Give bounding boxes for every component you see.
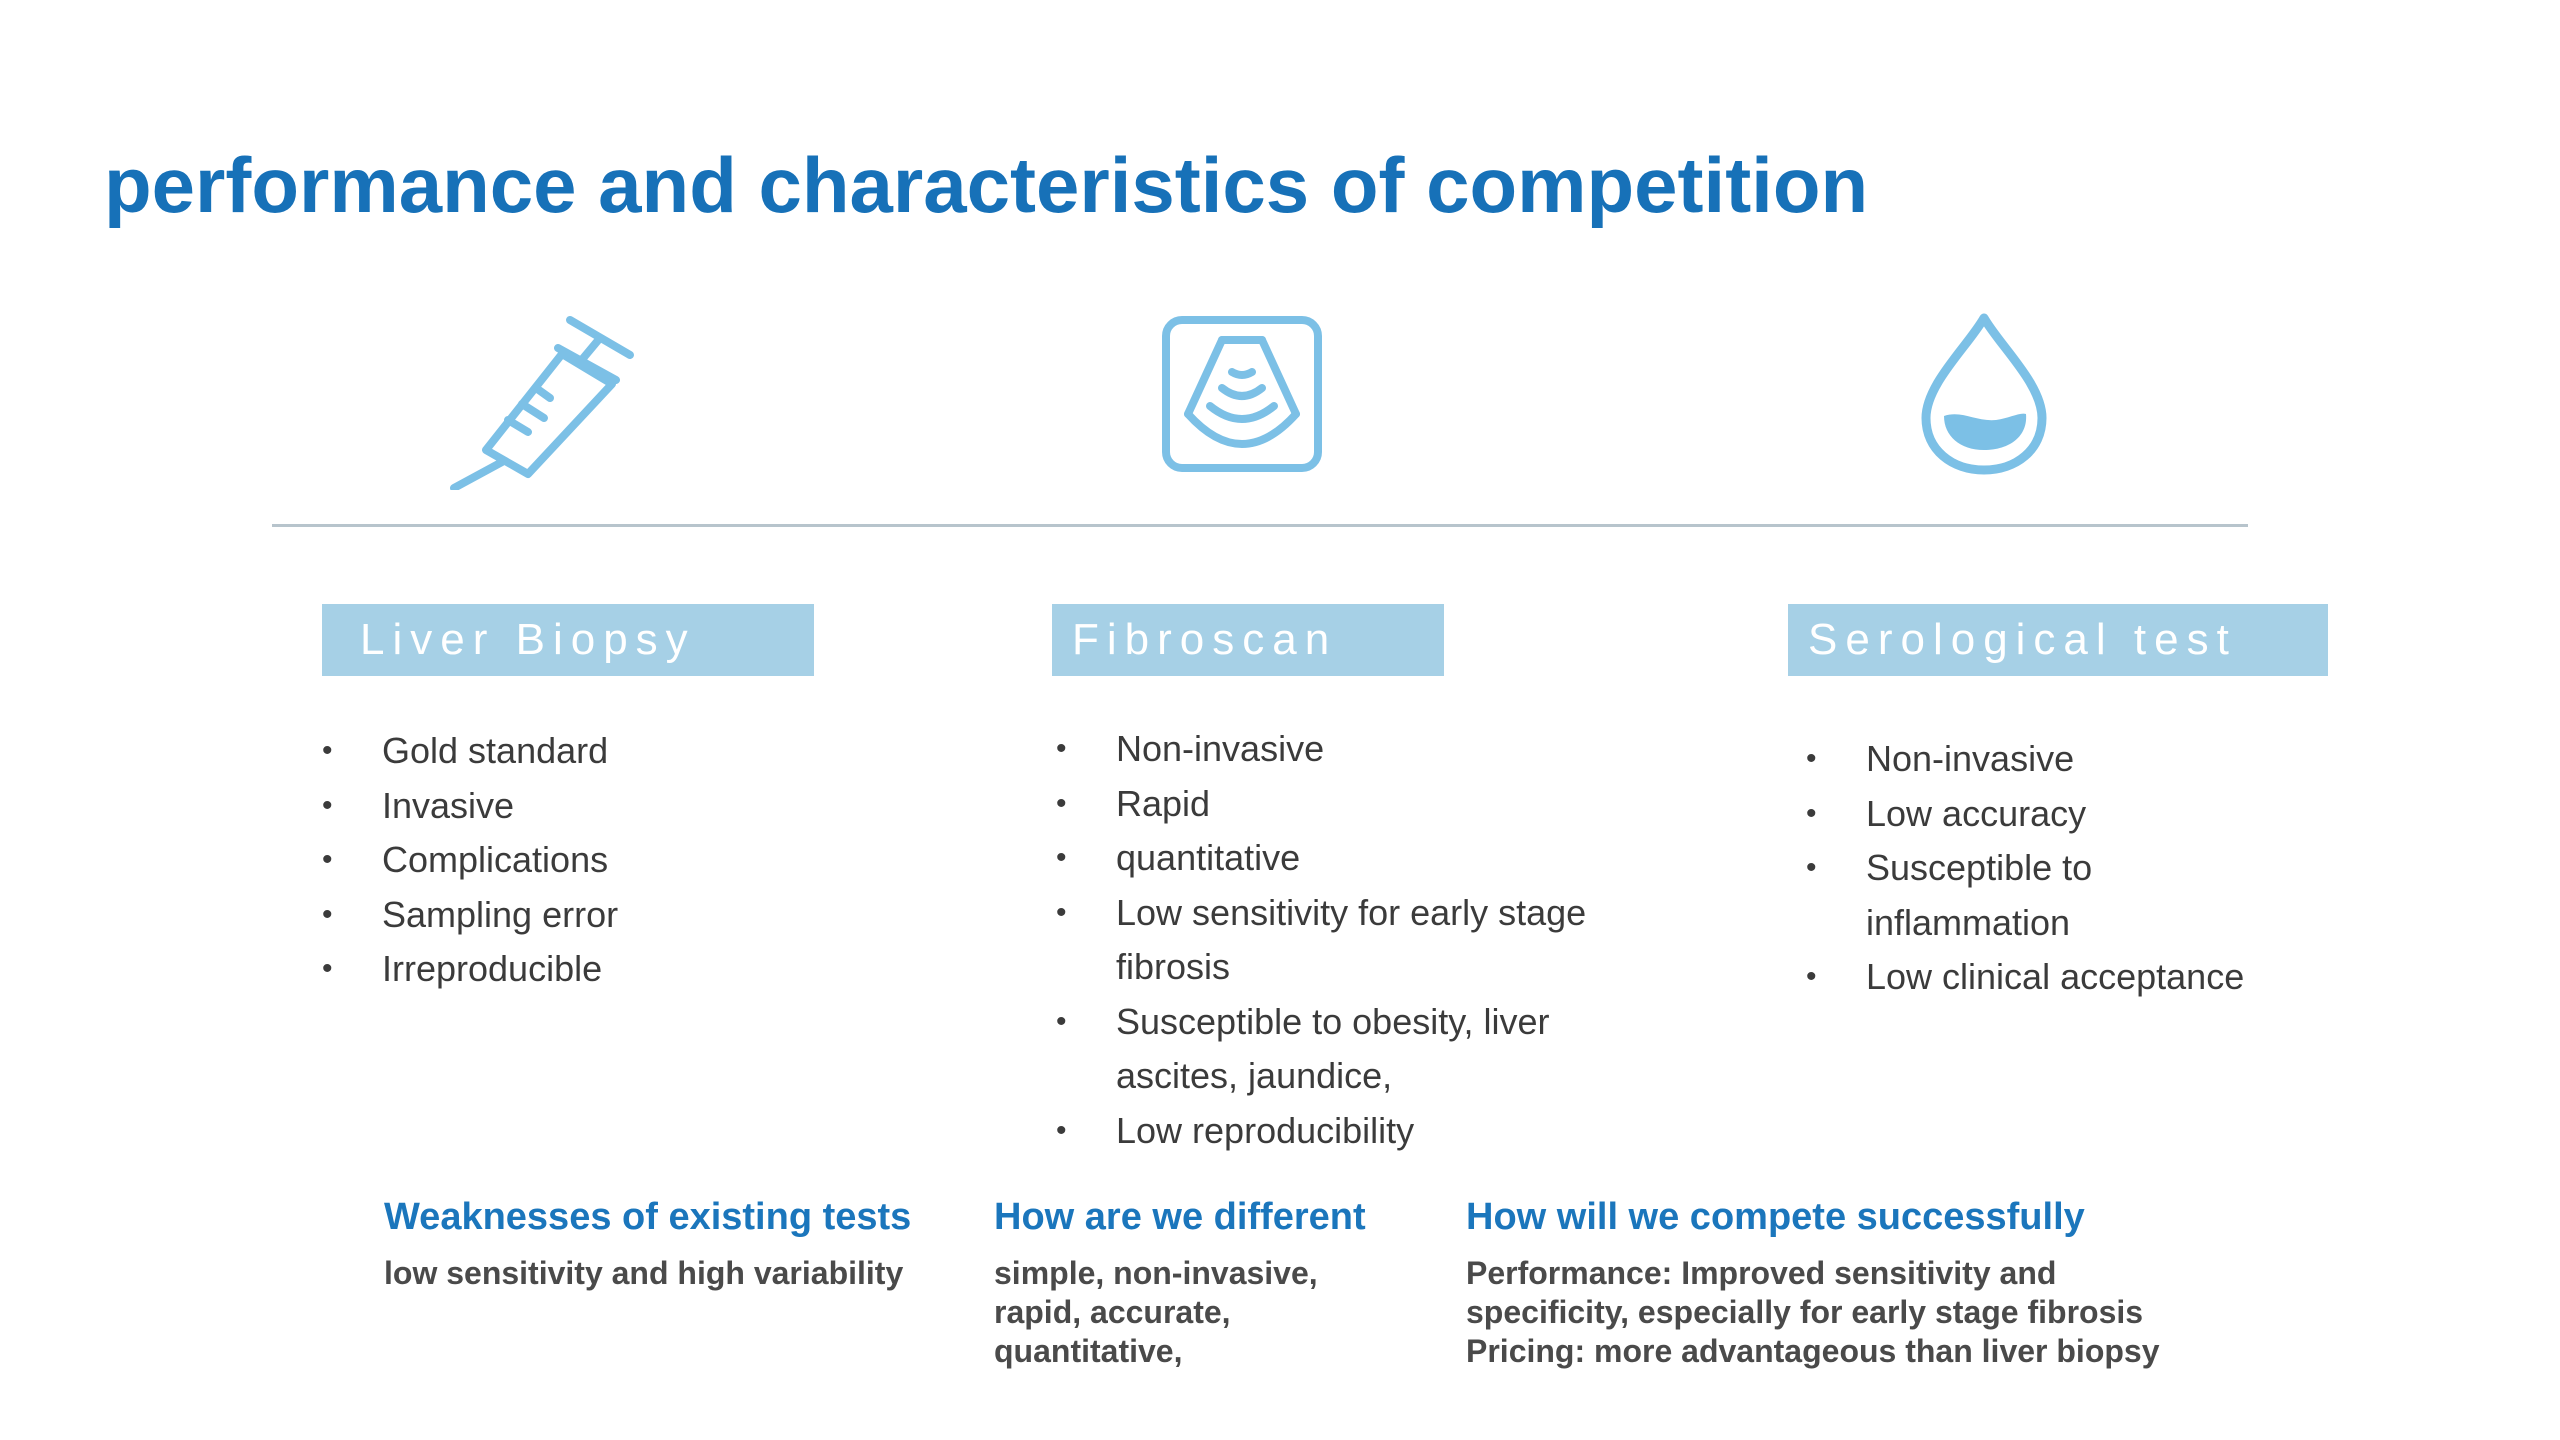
different-text: [994, 1254, 1318, 1371]
list-item: • Complications: [322, 833, 882, 888]
bullet-list-liver-biopsy: [322, 724, 882, 997]
compete-line: specificity, especially for early stage fibrosis: [1466, 1294, 2144, 1330]
list-item: • Low sensitivity for early stage fibrosis: [1056, 886, 1646, 995]
list-item: • Low reproducibility: [1056, 1104, 1646, 1159]
weaknesses-line: low sensitivity and high variability: [384, 1255, 904, 1291]
compete-heading: How will we compete successfully: [1466, 1196, 2085, 1238]
list-item: • Invasive: [322, 779, 882, 834]
list-item: • Sampling error: [322, 888, 882, 943]
compete-line: Performance: Improved sensitivity and: [1466, 1255, 2057, 1291]
header-serological-test: Serological test: [1788, 604, 2328, 676]
list-item: • Susceptible to obesity, liver ascites, jaundice,: [1056, 995, 1646, 1104]
weaknesses-heading: Weaknesses of existing tests: [384, 1196, 912, 1238]
list-item: • Irreproducible: [322, 942, 882, 997]
list-item: • Low clinical acceptance: [1806, 950, 2286, 1005]
bullet-list-serological-test: [1806, 732, 2286, 1005]
bullet-list-fibroscan: [1056, 722, 1646, 1158]
different-heading: How are we different: [994, 1196, 1366, 1238]
list-item: • Gold standard: [322, 724, 882, 779]
slide-title: performance and characteristics of competition: [104, 141, 1869, 229]
different-line: rapid, accurate,: [994, 1294, 1231, 1330]
header-liver-biopsy: Liver Biopsy: [322, 604, 814, 676]
list-item: • Non-invasive: [1806, 732, 2286, 787]
compete-line: Pricing: more advantageous than liver biopsy: [1466, 1333, 2160, 1369]
header-fibroscan: Fibroscan: [1052, 604, 1444, 676]
syringe-icon: [440, 310, 640, 490]
weaknesses-text: [384, 1254, 903, 1293]
droplet-icon: [1916, 310, 2052, 478]
list-item: • Low accuracy: [1806, 787, 2286, 842]
list-item: • quantitative: [1056, 831, 1646, 886]
compete-text: [1466, 1254, 2160, 1371]
list-item: • Non-invasive: [1056, 722, 1646, 777]
different-line: simple, non-invasive,: [994, 1255, 1318, 1291]
section-divider: [272, 524, 2248, 527]
list-item: • Susceptible to inflammation: [1806, 841, 2116, 950]
different-line: quantitative,: [994, 1333, 1183, 1369]
ultrasound-icon: [1160, 314, 1324, 474]
list-item: • Rapid: [1056, 777, 1646, 832]
